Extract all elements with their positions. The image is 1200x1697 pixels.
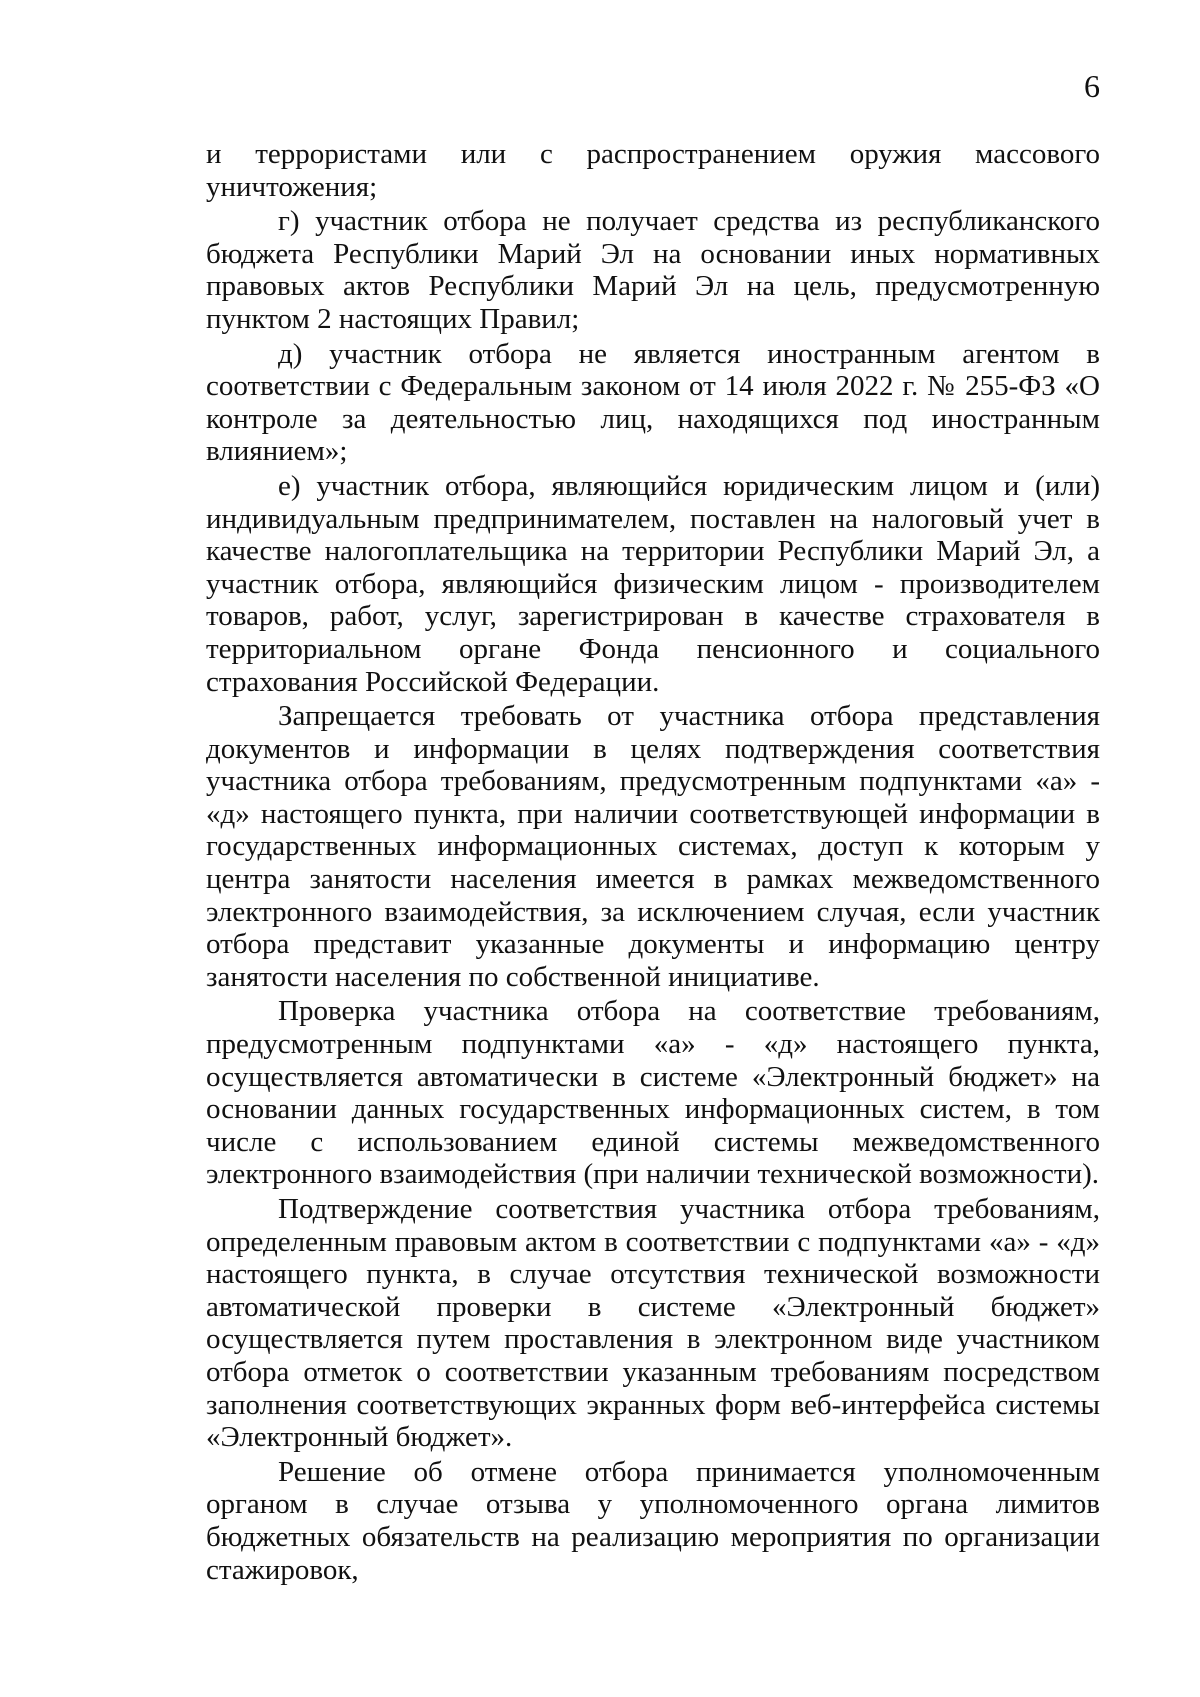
- page-number: 6: [1084, 68, 1100, 104]
- paragraph-cancellation: Решение об отмене отбора принимается уполномоченным органом в случае отзыва у уполномоченного органа лимитов бюджетных обязательств на реализацию мероприятия по организации стажировок,: [206, 1455, 1100, 1586]
- paragraph-prohibition: Запрещается требовать от участника отбора представления документов и информации в целях подтверждения соответствия участника отбора требованиям, предусмотренным подпунктами «а» - «д» настоящего пункта, при наличии соответствующей информации в государственных информационных системах, доступ к которым у центра занятости населения имеется в рамках межведомственного электронного взаимодействия, за исключением случая, если участник отбора представит указанные документы и информацию центру занятости населения по собственной инициативе.: [206, 700, 1100, 993]
- paragraph-item-e: е) участник отбора, являющийся юридическим лицом и (или) индивидуальным предпринимателем, поставлен на налоговый учет в качестве налогоплательщика на территории Республики Марий Эл, а участник отбора, являющийся физическим лицом - производителем товаров, работ, услуг, зарегистрирован в качестве страхователя в территориальном органе Фонда пенсионного и социального страхования Российской Федерации.: [206, 469, 1100, 698]
- paragraph-confirmation: Подтверждение соответствия участника отбора требованиям, определенным правовым актом в соответствии с подпунктами «а» - «д» настоящего пункта, в случае отсутствия технической возможности автоматической проверки в системе «Электронный бюджет» осуществляется путем проставления в электронном виде участником отбора отметок о соответствии указанным требованиям посредством заполнения соответствующих экранных форм веб-интерфейса системы «Электронный бюджет».: [206, 1193, 1100, 1454]
- paragraph-item-d: д) участник отбора не является иностранным агентом в соответствии с Федеральным законом от 14 июля 2022 г. № 255-ФЗ «О контроле за деятельностью лиц, находящихся под иностранным влиянием»;: [206, 337, 1100, 468]
- paragraph-verification: Проверка участника отбора на соответствие требованиям, предусмотренным подпунктами «а» - «д» настоящего пункта, осуществляется автоматически в системе «Электронный бюджет» на основании данных государственных информационных систем, в том числе с использованием единой системы межведомственного электронного взаимодействия (при наличии технической возможности).: [206, 995, 1100, 1191]
- document-body: [206, 138, 1100, 1588]
- paragraph-continuation: и террористами или с распространением оружия массового уничтожения;: [206, 138, 1100, 203]
- paragraph-item-g: г) участник отбора не получает средства из республиканского бюджета Республики Марий Эл на основании иных нормативных правовых актов Республики Марий Эл на цель, предусмотренную пунктом 2 настоящих Правил;: [206, 205, 1100, 335]
